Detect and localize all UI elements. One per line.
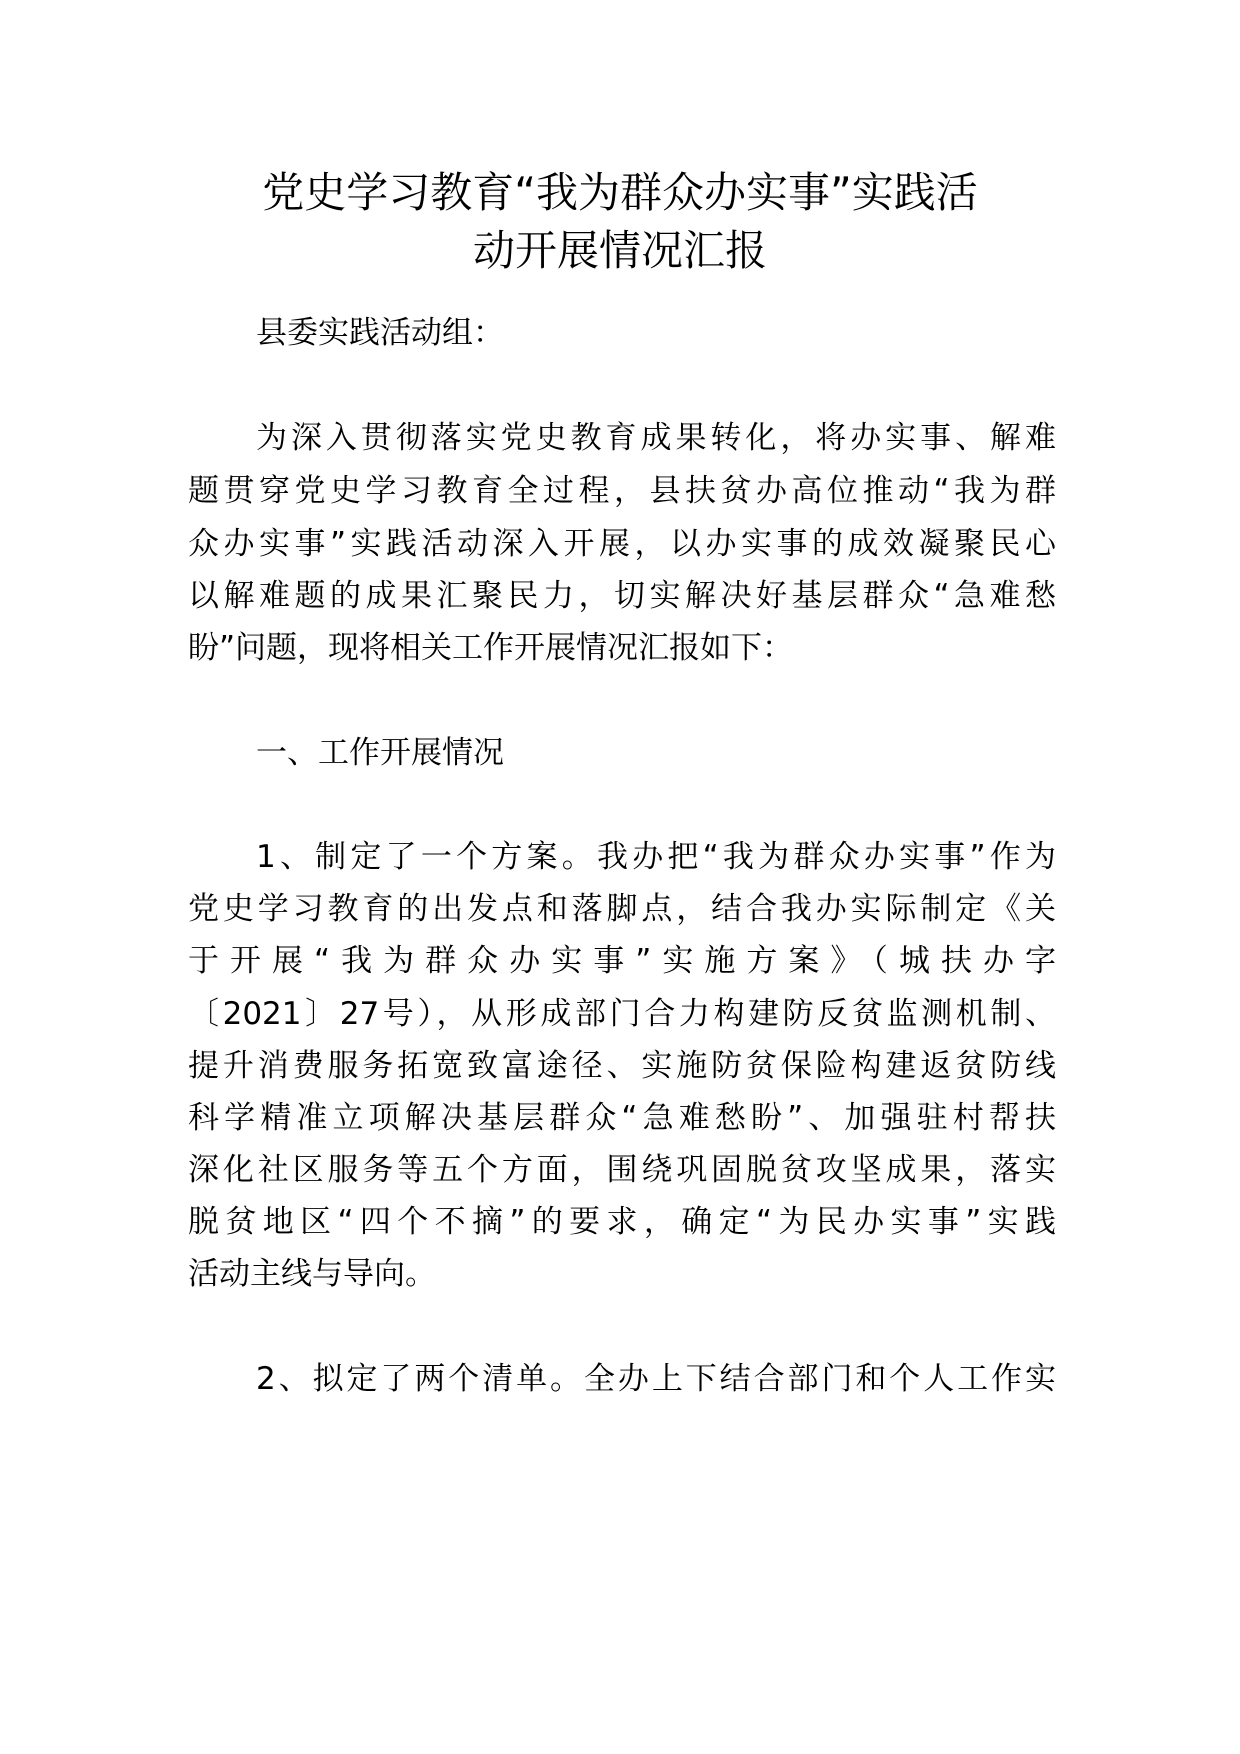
intro-line-1: 为深入贯彻落实党史教育成果转化，将办实事、解难 [256, 420, 1056, 456]
item1-line-5: 提升消费服务拓宽致富途径、实施防贫保险构建返贫防线 [188, 1048, 1056, 1084]
item1-line-8: 脱贫地区“四个不摘”的要求，确定“为民办实事”实践 [188, 1204, 1056, 1240]
intro-line-2: 题贯穿党史学习教育全过程，县扶贫办高位推动“我为群 [188, 473, 1056, 509]
item1-line-7: 深化社区服务等五个方面，围绕巩固脱贫攻坚成果，落实 [188, 1152, 1056, 1188]
intro-line-4: 以解难题的成果汇聚民力，切实解决好基层群众“急难愁 [188, 578, 1056, 614]
salutation: 县委实践活动组： [256, 315, 504, 351]
section-heading: 一、工作开展情况 [256, 735, 504, 771]
document-title-line-2: 动开展情况汇报 [472, 226, 767, 275]
item1-line-9: 活动主线与导向。 [188, 1256, 436, 1292]
document-title-line-1: 党史学习教育“我为群众办实事”实践活 [262, 168, 978, 217]
item2-line-1: 2、拟定了两个清单。全办上下结合部门和个人工作实 [256, 1361, 1056, 1397]
item1-line-2: 党史学习教育的出发点和落脚点，结合我办实际制定《关 [188, 891, 1056, 927]
intro-line-3: 众办实事”实践活动深入开展，以办实事的成效凝聚民心 [188, 526, 1056, 562]
item1-line-6: 科学精准立项解决基层群众“急难愁盼”、加强驻村帮扶 [188, 1100, 1056, 1136]
intro-line-5: 盼”问题，现将相关工作开展情况汇报如下： [188, 630, 794, 666]
item1-line-3: 于开展“我为群众办实事”实施方案》（城扶办字 [188, 943, 1056, 979]
item1-line-1: 1、制定了一个方案。我办把“我为群众办实事”作为 [256, 839, 1056, 875]
item1-line-4: 〔2021〕27号），从形成部门合力构建防反贫监测机制、 [188, 996, 1056, 1032]
